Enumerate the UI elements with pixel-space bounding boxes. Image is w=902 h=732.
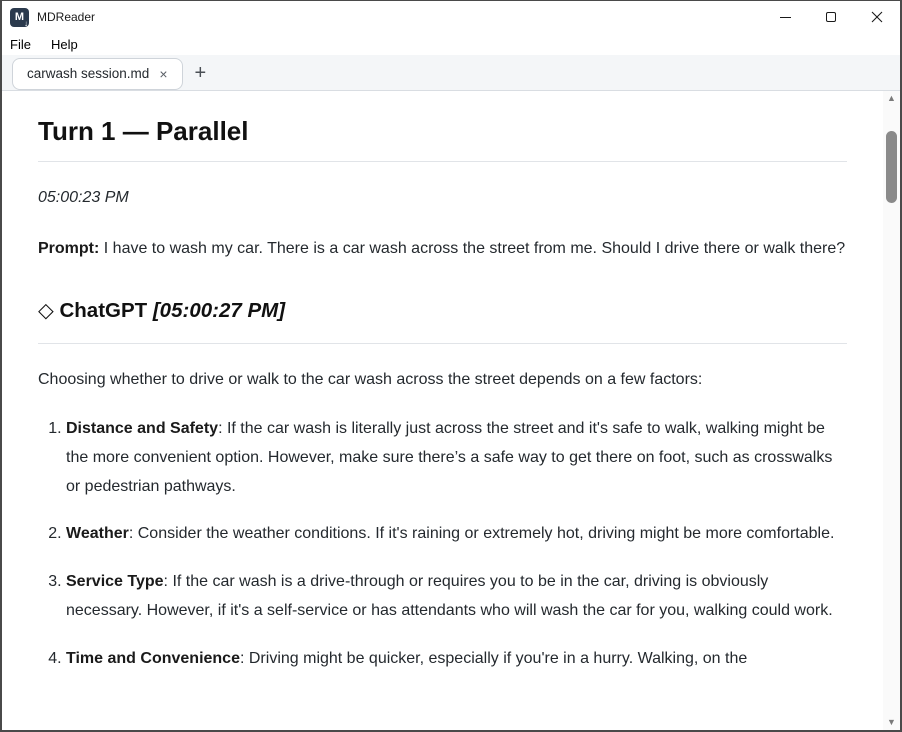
list-item-text: : Consider the weather conditions. If it's raining or extremely hot, driving might be more comfortable. xyxy=(128,525,835,543)
app-logo-icon xyxy=(10,8,29,27)
content-area xyxy=(2,91,900,730)
menu-bar xyxy=(2,33,900,55)
factors-list xyxy=(38,415,847,674)
list-item-text: : If the car wash is a drive-through or requires you to be in the car, driving is obviously necessary. However, if it's a self-service or has attendants who will wash the car for you, walking could work. xyxy=(66,573,833,620)
close-icon xyxy=(871,11,883,23)
app-logo-letter: M xyxy=(14,11,25,23)
maximize-icon xyxy=(826,12,836,22)
list-item-text: : Driving might be quicker, especially if you're in a hurry. Walking, on the xyxy=(239,649,748,667)
list-item xyxy=(66,645,847,674)
tab-bar xyxy=(2,55,900,91)
document-view xyxy=(2,91,883,730)
tab-close-icon[interactable]: × xyxy=(159,65,168,82)
list-item xyxy=(66,568,847,626)
list-item-title: Time and Convenience xyxy=(66,649,240,667)
list-item-title: Service Type xyxy=(66,573,164,591)
menu-item-file[interactable]: File xyxy=(10,36,31,52)
list-item xyxy=(66,520,847,549)
minimize-icon xyxy=(780,17,791,18)
prompt-label: Prompt: xyxy=(38,239,100,257)
close-button[interactable] xyxy=(854,1,900,33)
intro-paragraph: Choosing whether to drive or walk to the car wash across the street depends on a few factors: xyxy=(38,371,703,389)
tab-label: carwash session.md xyxy=(27,66,150,81)
window-controls xyxy=(762,1,900,33)
list-item xyxy=(66,415,847,501)
app-logo-arrow: ↓ xyxy=(24,18,28,28)
list-item-title: Distance and Safety xyxy=(66,420,219,438)
title-bar-left xyxy=(10,8,95,27)
new-tab-button[interactable]: + xyxy=(194,61,207,84)
scrollbar[interactable] xyxy=(883,91,900,730)
scroll-down-icon[interactable]: ▼ xyxy=(887,717,896,727)
assistant-timestamp: [05:00:27 PM] xyxy=(152,299,286,323)
turn-timestamp xyxy=(38,184,847,213)
menu-item-help[interactable]: Help xyxy=(50,36,78,52)
turn-timestamp-text: 05:00:23 PM xyxy=(38,188,129,206)
scrollbar-thumb[interactable] xyxy=(886,131,897,203)
minimize-button[interactable] xyxy=(762,1,808,33)
maximize-button[interactable] xyxy=(808,1,854,33)
scroll-up-icon[interactable]: ▲ xyxy=(887,93,896,103)
tab-carwash-session[interactable] xyxy=(12,58,183,90)
list-item-text: : If the car wash is literally just across the street and it's safe to walk, walking might be the more convenient option. However, make sure there’s a safe way to get there on foot, such as crosswalks or pedestrian pathways. xyxy=(66,420,833,495)
title-bar xyxy=(2,1,900,33)
list-item-title: Weather xyxy=(66,525,129,543)
prompt-text: I have to wash my car. There is a car wash across the street from me. Should I drive there or walk there? xyxy=(99,239,846,257)
doc-heading: Turn 1 — Parallel xyxy=(38,115,847,162)
window-title: MDReader xyxy=(37,10,96,24)
prompt-paragraph xyxy=(38,235,847,264)
assistant-heading xyxy=(38,293,847,344)
assistant-name: ◇ ChatGPT xyxy=(38,299,153,323)
